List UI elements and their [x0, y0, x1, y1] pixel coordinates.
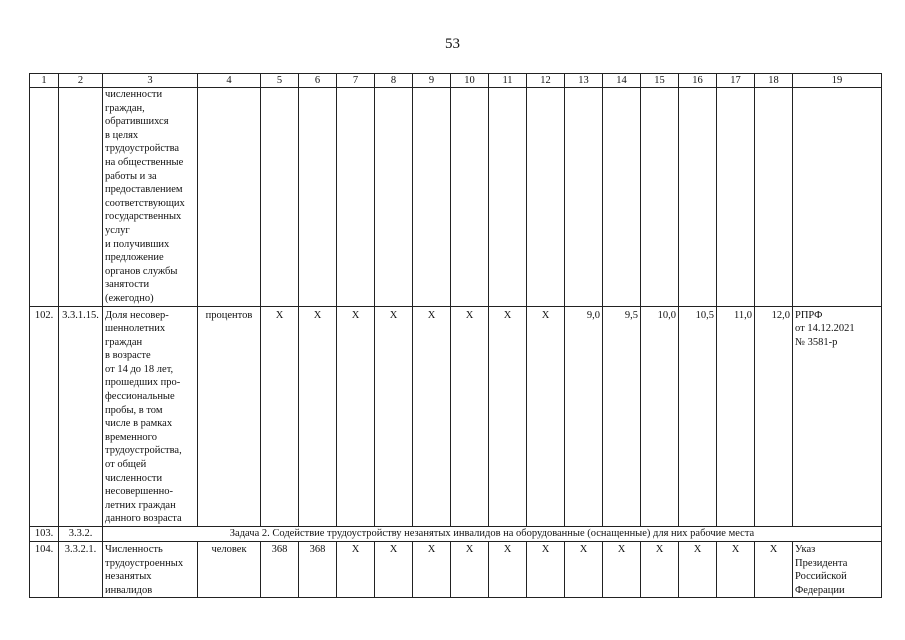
indicator-cell: численности граждан, обратившихся в целях трудоустройства на общественные работы и за предоставлением соответствующих государственных услуг и получивших предложение органов службы занятости (ежегодно) — [103, 88, 198, 307]
header-cell: 18 — [755, 74, 793, 88]
indicator-cell: Доля несовер- шеннолетних граждан в возрасте от 14 до 18 лет, прошедших про- фессиональные пробы, в том числе в рамках временного трудоустройства, от общей численности несовершенно- летних граждан данного возраста — [103, 306, 198, 527]
header-cell: 16 — [679, 74, 717, 88]
value-cell: X — [299, 306, 337, 527]
value-cell — [489, 88, 527, 307]
value-cell — [527, 88, 565, 307]
header-cell: 12 — [527, 74, 565, 88]
value-cell — [261, 88, 299, 307]
value-cell — [337, 88, 375, 307]
value-cell: X — [527, 542, 565, 598]
row-code-cell — [59, 88, 103, 307]
header-cell: 5 — [261, 74, 299, 88]
row-code-cell: 3.3.1.15. — [59, 306, 103, 527]
value-cell: X — [375, 542, 413, 598]
unit-cell: процентов — [198, 306, 261, 527]
value-cell — [717, 88, 755, 307]
value-cell: X — [527, 306, 565, 527]
unit-cell — [198, 88, 261, 307]
header-cell: 17 — [717, 74, 755, 88]
table-row-103 — [30, 527, 882, 542]
indicator-cell: Численность трудоустроенных незанятых инвалидов — [103, 542, 198, 598]
indicators-table — [29, 73, 882, 598]
value-cell: X — [413, 542, 451, 598]
value-cell — [451, 88, 489, 307]
header-cell: 11 — [489, 74, 527, 88]
value-cell: X — [603, 542, 641, 598]
value-cell — [603, 88, 641, 307]
row-number-cell: 102. — [30, 306, 59, 527]
value-cell: 12,0 — [755, 306, 793, 527]
header-cell: 2 — [59, 74, 103, 88]
value-cell — [565, 88, 603, 307]
header-cell: 7 — [337, 74, 375, 88]
value-cell: 10,5 — [679, 306, 717, 527]
task-heading-cell: Задача 2. Содействие трудоустройству незанятых инвалидов на оборудованные (оснащенные) для них рабочие места — [103, 527, 882, 542]
value-cell: X — [413, 306, 451, 527]
value-cell — [641, 88, 679, 307]
source-cell — [793, 88, 882, 307]
value-cell — [413, 88, 451, 307]
value-cell: X — [679, 542, 717, 598]
source-cell: РПРФ от 14.12.2021 № 3581-р — [793, 306, 882, 527]
header-cell: 1 — [30, 74, 59, 88]
value-cell: 368 — [261, 542, 299, 598]
value-cell: X — [565, 542, 603, 598]
value-cell: 368 — [299, 542, 337, 598]
value-cell: X — [489, 306, 527, 527]
row-code-cell: 3.3.2.1. — [59, 542, 103, 598]
value-cell — [755, 88, 793, 307]
header-cell: 8 — [375, 74, 413, 88]
value-cell: X — [641, 542, 679, 598]
table-row-102 — [30, 306, 882, 527]
value-cell: 10,0 — [641, 306, 679, 527]
value-cell: X — [717, 542, 755, 598]
value-cell: X — [755, 542, 793, 598]
header-cell: 9 — [413, 74, 451, 88]
header-cell: 4 — [198, 74, 261, 88]
header-cell: 10 — [451, 74, 489, 88]
table-row-104 — [30, 542, 882, 598]
unit-cell: человек — [198, 542, 261, 598]
header-cell: 6 — [299, 74, 337, 88]
value-cell: X — [375, 306, 413, 527]
value-cell: X — [261, 306, 299, 527]
value-cell: X — [489, 542, 527, 598]
row-number-cell: 104. — [30, 542, 59, 598]
value-cell: X — [337, 542, 375, 598]
row-number-cell: 103. — [30, 527, 59, 542]
row-number-cell — [30, 88, 59, 307]
value-cell: X — [337, 306, 375, 527]
header-cell: 13 — [565, 74, 603, 88]
header-cell: 3 — [103, 74, 198, 88]
row-code-cell: 3.3.2. — [59, 527, 103, 542]
value-cell: 9,5 — [603, 306, 641, 527]
value-cell — [375, 88, 413, 307]
header-cell: 19 — [793, 74, 882, 88]
source-cell: Указ Президента Российской Федерации — [793, 542, 882, 598]
value-cell — [299, 88, 337, 307]
header-cell: 15 — [641, 74, 679, 88]
value-cell — [679, 88, 717, 307]
page-number: 53 — [445, 36, 460, 52]
value-cell: X — [451, 542, 489, 598]
table-header-row — [30, 74, 882, 88]
header-cell: 14 — [603, 74, 641, 88]
value-cell: 9,0 — [565, 306, 603, 527]
value-cell: X — [451, 306, 489, 527]
table-row-continued — [30, 88, 882, 307]
value-cell: 11,0 — [717, 306, 755, 527]
